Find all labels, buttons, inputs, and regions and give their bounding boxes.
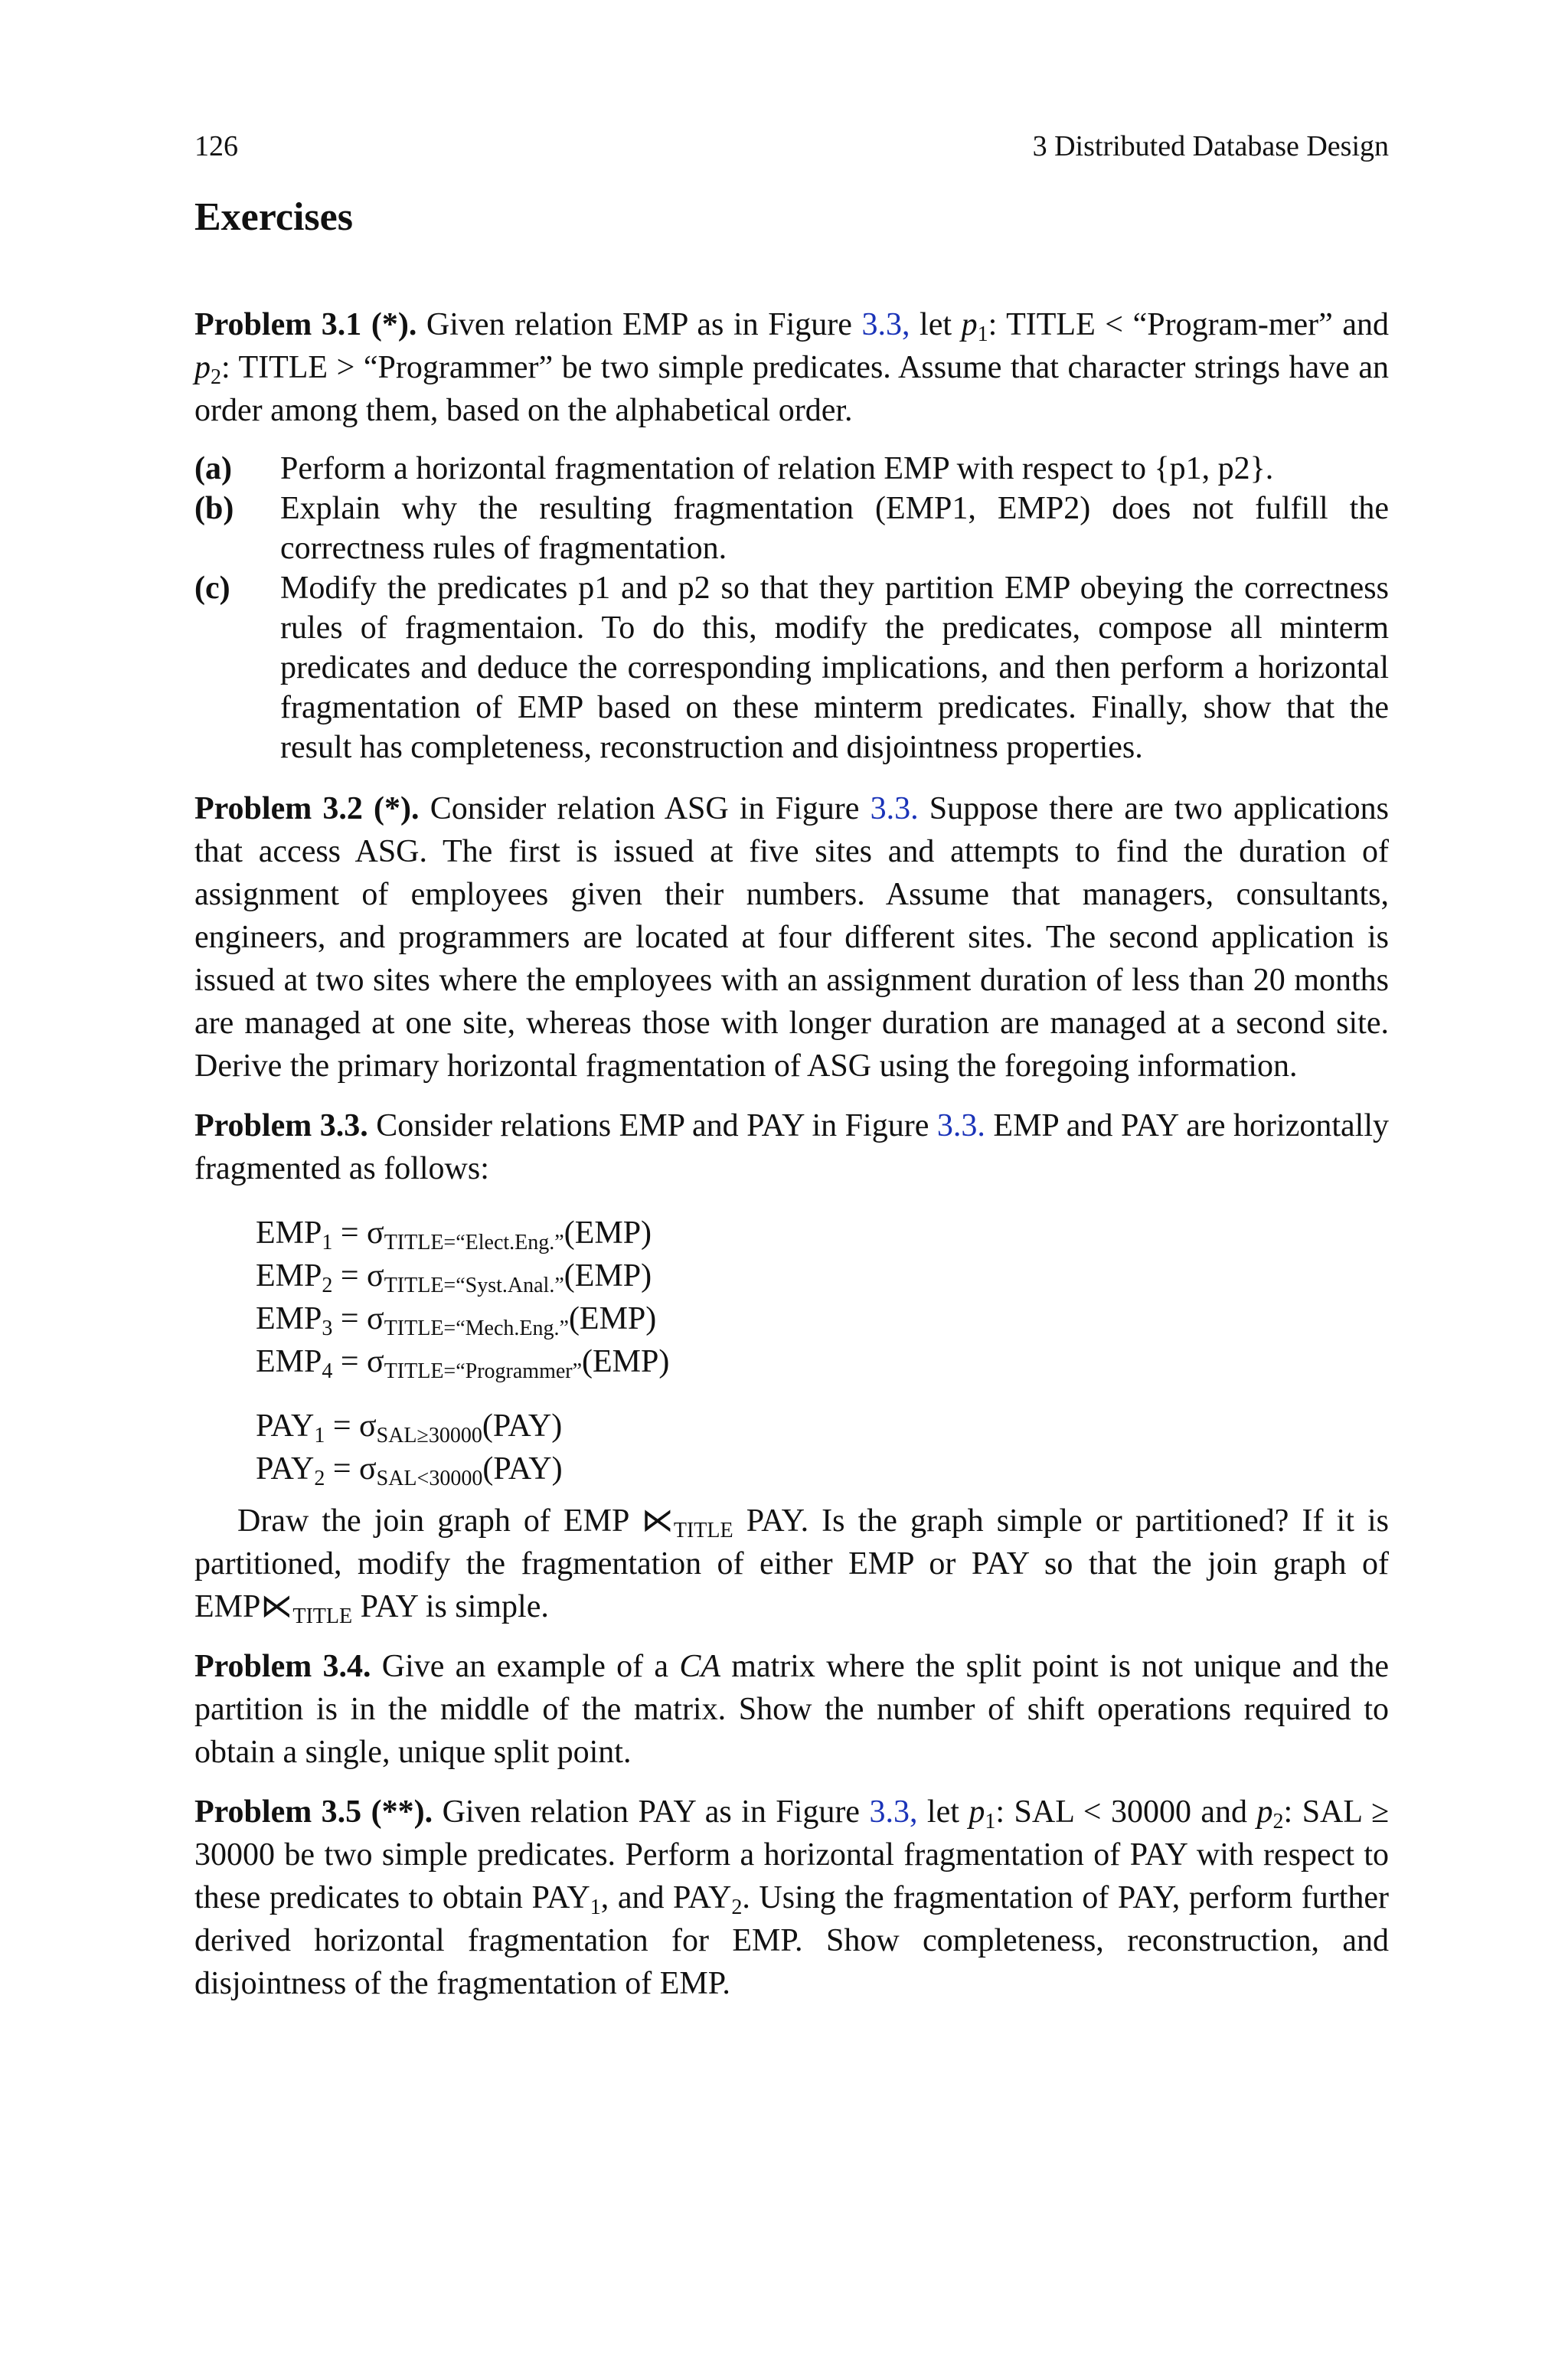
figure-link[interactable]: 3.3,: [869, 1794, 918, 1830]
problem-3-1-statement: Problem 3.1 (*). Given relation EMP as in Figure 3.3, let $p_1$: TITLE < “Program-mer” and $p_2$: TITLE > “Programmer” be two simple predicates. Assume that character strings have an order among them, based on the alphabetical order.: [194, 307, 1390, 428]
subpart-text: Perform a horizontal fragmentation of relation EMP with respect to {p1, p2}.: [280, 451, 1274, 486]
running-head: [194, 127, 1389, 165]
problem-3-5-heading: Problem 3.5 (**).: [194, 1794, 433, 1830]
problem-3-2-statement: Problem 3.2 (*). Consider relation ASG in Figure 3.3. Suppose there are two applications that access ASG. The first is issued at five sites and attempts to find the duration of assignment of employees given their numbers. Assume that managers, consultants, engineers, and programmers are located at four different sites. The second application is issued at two sites where the employees with an assignment duration of less than 20 months are managed at one site, whereas those with longer duration are managed at a second site. Derive the primary horizontal fragmentation of ASG using the foregoing information.: [194, 791, 1389, 1084]
fragment-def: $EMP_4$ = σTITLE=“Programmer”(EMP): [256, 1344, 670, 1383]
problem-3-1-heading: Problem 3.1 (*).: [194, 307, 417, 342]
section-title: Exercises: [194, 195, 353, 239]
fragment-def: $EMP_2$ = σTITLE=“Syst.Anal.”(EMP): [256, 1258, 652, 1297]
problem-3-3-heading: Problem 3.3.: [194, 1108, 368, 1143]
subpart-label: (c): [194, 571, 230, 606]
problem-3-3: [194, 1104, 1389, 1628]
fragment-def: $PAY_2 = \sigma SAL<30000(PAY)$: [256, 1451, 563, 1490]
figure-link[interactable]: 3.3.: [936, 1108, 985, 1143]
problem-3-1: [194, 303, 1389, 767]
fragment-def: $PAY_1 = \sigma SAL\ge 30000(PAY)$: [256, 1408, 563, 1447]
subpart-label: (b): [194, 491, 234, 526]
subpart-b: [194, 489, 1389, 568]
problem-3-1-subparts: [194, 449, 1389, 767]
subpart-a: [194, 449, 1389, 489]
problem-3-2-heading: Problem 3.2 (*).: [194, 791, 420, 826]
problem-3-3-statement: Problem 3.3. Consider relations EMP and PAY in Figure 3.3. EMP and PAY are horizontally fragmented as follows:: [194, 1108, 1389, 1186]
figure-link[interactable]: 3.3.: [870, 791, 919, 826]
subpart-text: Explain why the resulting fragmentation (EMP1, EMP2) does not fulfill the correctness rules of fragmentation.: [280, 491, 1389, 566]
fragment-def: $EMP_1$ = σTITLE=“Elect.Eng.”(EMP): [256, 1215, 652, 1254]
problem-3-5: [194, 1791, 1389, 2005]
subpart-text: Modify the predicates p1 and p2 so that they partition EMP obeying the correctness rules of fragmentaion. To do this, modify the predicates, compose all minterm predicates and deduce the corresponding implications, and then perform a horizontal fragmentation of EMP based on these minterm predicates. Finally, show that the result has completeness, reconstruction and disjointness properties.: [280, 571, 1389, 765]
problem-3-3-question: Draw the join graph of EMP $⋉_{TITLE}$ PAY. Is the graph simple or partitioned? If it is partitioned, modify the fragmentation of either EMP or PAY so that the join graph of $EMP⋉_{TITLE}$ PAY is simple.: [194, 1503, 1389, 1628]
problem-3-2: [194, 787, 1389, 1088]
problem-3-4: [194, 1645, 1389, 1774]
problem-3-4-heading: Problem 3.4.: [194, 1649, 371, 1684]
chapter-title: 3 Distributed Database Design: [1032, 130, 1389, 162]
problem-3-4-statement: Problem 3.4. Give an example of a CA matrix where the split point is not unique and the partition is in the middle of the matrix. Show the number of shift operations required to obtain a single, unique split point.: [194, 1649, 1389, 1770]
subpart-label: (a): [194, 451, 232, 486]
fragment-def: $EMP_3$ = σTITLE=“Mech.Eng.”(EMP): [256, 1301, 657, 1340]
subpart-c: [194, 568, 1389, 767]
problem-3-5-statement: Problem 3.5 (**). Given relation PAY as in Figure 3.3, let $p_1$: SAL < 30000 and $p_2$: SAL ≥ 30000 be two simple predicates. Perform a horizontal fragmentation of PAY with respect to these predicates to obtain $PAY_1$, and $PAY_2$. Using the fragmentation of PAY, perform further derived horizontal fragmentation for EMP. Show completeness, reconstruction, and disjointness of the fragmentation of EMP.: [194, 1794, 1390, 2001]
figure-link[interactable]: 3.3,: [861, 307, 910, 342]
exercises-body: [194, 303, 1389, 2022]
page-number: 126: [194, 130, 238, 162]
fragment-definitions: [256, 1212, 1389, 1490]
